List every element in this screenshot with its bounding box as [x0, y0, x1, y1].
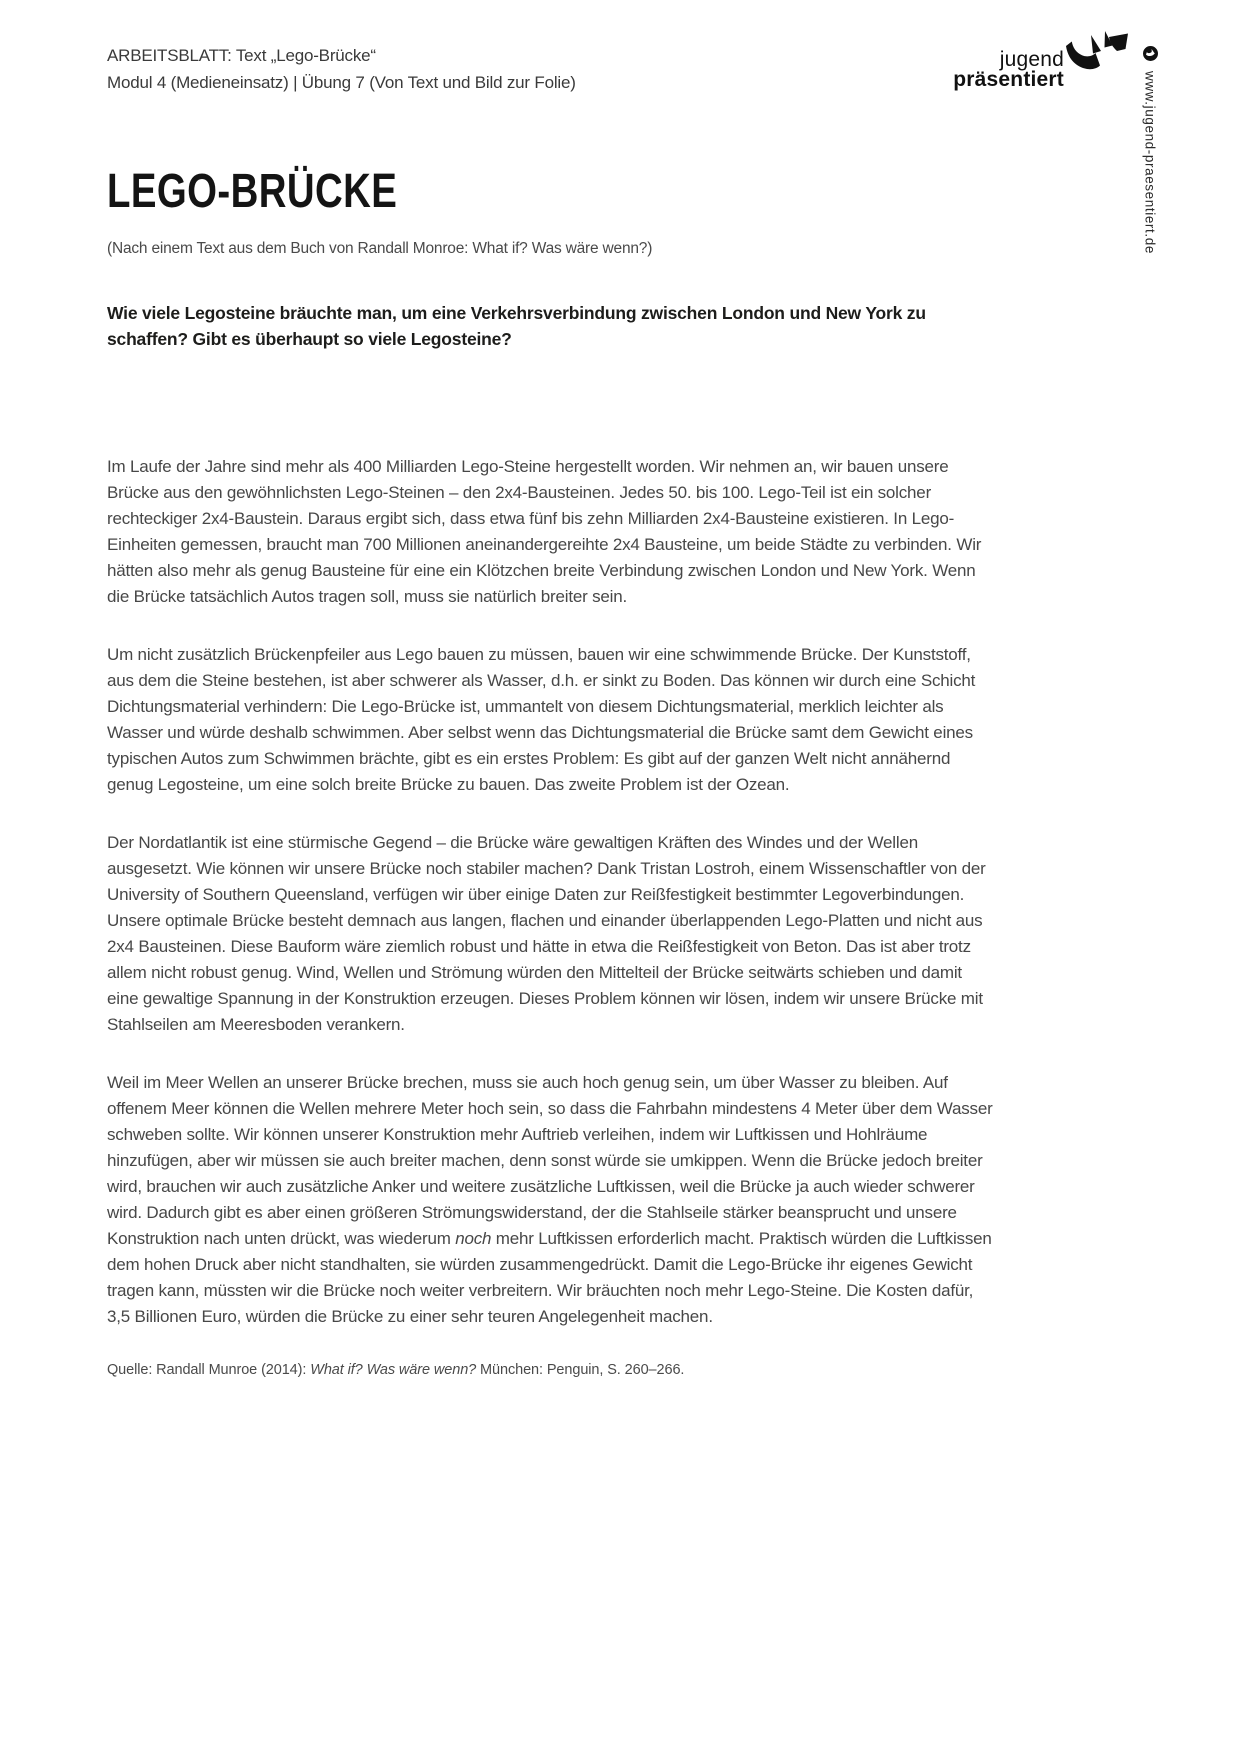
text-run: Quelle: Randall Munroe (2014): [107, 1362, 311, 1378]
text-run: Der Nordatlantik ist eine stürmische Gegend – die Brücke wäre gewaltigen Kräften des Windes und der Wellen ausgesetzt. Wie können wir unsere Brücke noch stabiler machen? Dank Tristan Lostroh, einem Wissenschaftler von der University of Southern Queensland, verfügen wir über einige Daten zur Reißfestigkeit bestimmter Legoverbindungen. Unsere optimale Brücke besteht demnach aus langen, flachen und einander überlappenden Lego-Platten und nicht aus 2x4 Bausteinen. Diese Bauform wäre ziemlich robust und hätte in etwa die Reißfestigkeit von Beton. Das ist aber trotz allem nicht robust genug. Wind, Wellen und Strömung würden den Mittelteil der Brücke seitwärts schieben und damit eine gewaltige Spannung in der Konstruktion erzeugen. Dieses Problem können wir lösen, indem wir unsere Brücke mit Stahlseilen am Meeresboden verankern. [107, 833, 986, 1034]
text-run: Im Laufe der Jahre sind mehr als 400 Milliarden Lego-Steine hergestellt worden. Wir nehmen an, wir bauen unsere Brücke aus den gewöhnlichsten Lego-Steinen – den 2x4-Bausteinen. Jedes 50. bis 100. Lego-Teil ist ein solcher rechteckiger 2x4-Baustein. Daraus ergibt sich, dass etwa fünf bis zehn Milliarden 2x4-Bausteine existieren. In Lego-Einheiten gemessen, braucht man 700 Millionen aneinandergereihte 2x4 Bausteine, um beide Städte zu verbinden. Wir hätten also mehr als genug Bausteine für eine ein Klötzchen breite Verbindung zwischen London und New York. Wenn die Brücke tatsächlich Autos tragen soll, muss sie natürlich breiter sein. [107, 457, 982, 606]
article-content [107, 165, 997, 1378]
body-paragraph [107, 642, 997, 798]
body-paragraph [107, 830, 997, 1038]
text-run: München: Penguin, S. 260–266. [476, 1362, 685, 1378]
text-run: Weil im Meer Wellen an unserer Brücke brechen, muss sie auch hoch genug sein, um über Wasser zu bleiben. Auf offenem Meer können die Wellen mehrere Meter hoch sein, so dass die Fahrbahn mindestens 4 Meter über dem Wasser schweben sollte. Wir können unserer Konstruktion mehr Auftrieb verleihen, indem wir Luftkissen und Hohlräume hinzufügen, aber wir müssen sie auch breiter machen, denn sonst würde sie umkippen. Wenn die Brücke jedoch breiter wird, brauchen wir auch zusätzliche Anker und weitere zusätzliche Luftkissen, weil die Brücke ja auch wieder schwerer wird. Dadurch gibt es aber einen größeren Strömungswiderstand, der die Stahlseile stärker beansprucht und unsere Konstruktion nach unten drückt, was wiederum [107, 1073, 993, 1248]
italic-text-run: What if? Was wäre wenn? [310, 1362, 477, 1378]
document-header [107, 42, 576, 96]
body-paragraphs [107, 454, 997, 1330]
logo-word-praesentiert: präsentiert [953, 68, 1064, 91]
body-paragraph [107, 1070, 997, 1330]
header-line-module: Modul 4 (Medieneinsatz) | Übung 7 (Von Text und Bild zur Folie) [107, 73, 576, 92]
page-title-text: LEGO-BRÜCKE [107, 165, 398, 218]
article-subtitle: (Nach einem Text aus dem Buch von Randall Monroe: What if? Was wäre wenn?) [107, 240, 653, 257]
body-paragraph [107, 454, 997, 610]
header-line-worksheet: ARBEITSBLATT: Text „Lego-Brücke“ [107, 46, 376, 65]
logo-word-jugend: jugend [999, 48, 1064, 71]
logo-wordmark [953, 50, 1064, 90]
jugend-praesentiert-logo [953, 30, 1128, 108]
side-strip [1140, 46, 1160, 254]
page-title [107, 165, 997, 218]
text-run: Um nicht zusätzlich Brückenpfeiler aus Lego bauen zu müssen, bauen wir eine schwimmende Brücke. Der Kunststoff, aus dem die Steine bestehen, ist aber schwerer als Wasser, d.h. er sinkt zu Boden. Das können wir durch eine Schicht Dichtungsmaterial verhindern: Die Lego-Brücke ist, ummantelt von diesem Dichtungsmaterial, merklich leichter als Wasser und würde deshalb schwimmen. Aber selbst wenn das Dichtungsmaterial die Brücke samt dem Gewicht eines typischen Autos zum Schwimmen brächte, gibt es ein erstes Problem: Es gibt auf der ganzen Welt nicht annähernd genug Legosteine, um eine solch breite Brücke zu bauen. Das zweite Problem ist der Ozean. [107, 645, 976, 794]
lead-question: Wie viele Legosteine bräuchte man, um eine Verkehrsverbindung zwischen London und New York zu schaffen? Gibt es überhaupt so viele Legosteine? [107, 303, 926, 349]
italic-text-run: noch [455, 1229, 492, 1248]
logo-mark-icon [1064, 30, 1128, 83]
source-line [107, 1362, 997, 1378]
text-run: mehr Luftkissen erforderlich macht. Praktisch würden die Luftkissen dem hohen Druck aber nicht standhalten, sie würden zusammengedrückt. Damit die Lego-Brücke ihr eigenes Gewicht tragen kann, müssten wir die Brücke noch weiter verbreitern. Wir bräuchten noch mehr Lego-Steine. Die Kosten dafür, 3,5 Billionen Euro, würden die Brücke zu einer sehr teuren Angelegenheit machen. [107, 1229, 992, 1326]
website-url: www.jugend-praesentiert.de [1142, 71, 1158, 254]
globe-icon [1143, 46, 1158, 66]
